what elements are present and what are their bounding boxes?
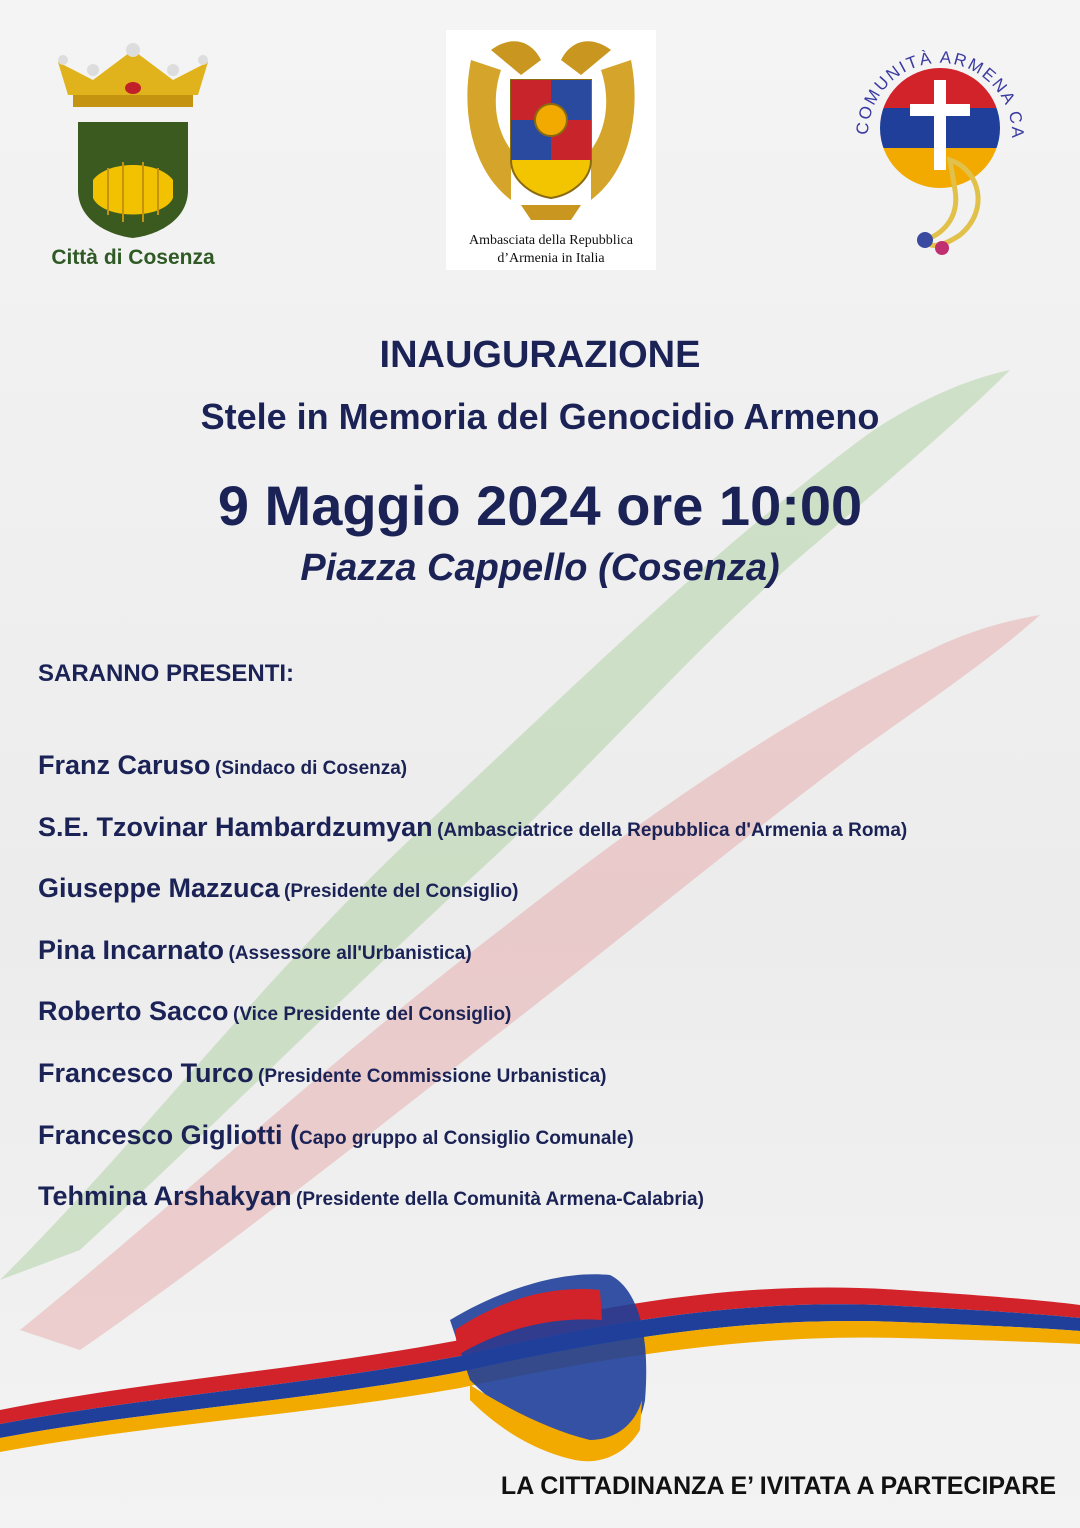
guest-role: (Ambasciatrice della Repubblica d'Armenia a Roma): [437, 820, 908, 841]
guest-role: (Presidente Commissione Urbanistica): [258, 1066, 607, 1087]
guest-name: Giuseppe Mazzuca: [38, 873, 280, 903]
footer-invitation: LA CITTADINANZA E’ IVITATA A PARTECIPARE: [500, 1472, 1056, 1500]
guest-role: Capo gruppo al Consiglio Comunale): [299, 1128, 634, 1149]
embassy-logo: [446, 30, 656, 270]
armenian-cross-peacock-icon: [850, 40, 1030, 270]
guest-role: (Assessore all'Urbanistica): [228, 943, 472, 964]
guest-role: (Sindaco di Cosenza): [215, 758, 408, 779]
embassy-caption: [446, 232, 656, 268]
event-datetime: 9 Maggio 2024 ore 10:00: [217, 474, 863, 537]
event-title: INAUGURAZIONE: [379, 334, 701, 376]
guest-role: (Presidente della Comunità Armena-Calabria): [296, 1189, 704, 1210]
event-location: Piazza Cappello (Cosenza): [300, 547, 780, 589]
guest-name: Francesco Turco: [38, 1058, 254, 1088]
guest-name: S.E. Tzovinar Hambardzumyan: [38, 812, 433, 842]
guest-name: Tehmina Arshakyan: [38, 1181, 292, 1211]
presenti-title: SARANNO PRESENTI:: [38, 660, 295, 687]
guest-row: [38, 873, 518, 904]
armenian-flag-ribbon: [0, 1274, 1080, 1461]
guest-row: [38, 996, 511, 1027]
guest-row: [38, 812, 907, 843]
cosenza-logo: [38, 40, 228, 280]
guest-row: [38, 1181, 704, 1212]
guest-row: [38, 935, 472, 966]
embassy-caption-line2: d’Armenia in Italia: [497, 251, 605, 266]
armenian-coat-of-arms-icon: [451, 30, 651, 230]
crowned-shield-icon: [48, 40, 218, 240]
guest-row: [38, 1058, 606, 1089]
guest-name: Franz Caruso: [38, 750, 211, 780]
comunita-armena-logo: [850, 40, 1030, 270]
embassy-caption-line1: Ambasciata della Repubblica: [468, 233, 634, 248]
comunita-ring-text: COMUNITÀ ARMENA CA: [852, 47, 1028, 141]
guest-row: [38, 1120, 634, 1151]
guest-name: Roberto Sacco: [38, 996, 229, 1026]
cosenza-caption: Città di Cosenza: [51, 246, 215, 269]
guest-role: (Vice Presidente del Consiglio): [233, 1004, 512, 1025]
guest-name: Francesco Gigliotti (: [38, 1120, 300, 1150]
guest-role: (Presidente del Consiglio): [284, 881, 519, 902]
event-subtitle: Stele in Memoria del Genocidio Armeno: [200, 396, 880, 437]
guest-row: [38, 750, 407, 781]
guest-name: Pina Incarnato: [38, 935, 225, 965]
